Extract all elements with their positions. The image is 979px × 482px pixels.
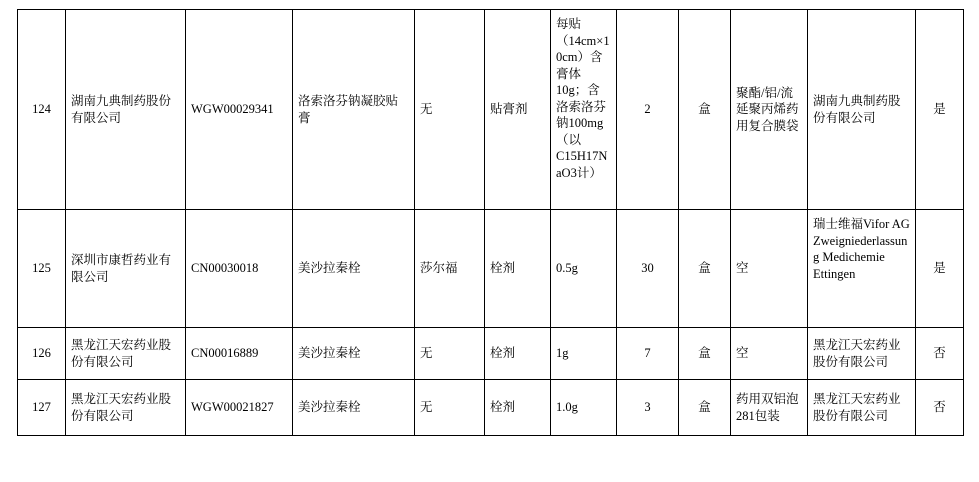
company-cell: 深圳市康哲药业有限公司 [66,210,186,328]
drug-name-cell: 美沙拉秦栓 [293,210,415,328]
trade-name-cell: 无 [415,10,485,210]
flag-cell: 是 [916,10,964,210]
company-cell: 湖南九典制药股份有限公司 [66,10,186,210]
unit-cell: 盒 [679,328,731,380]
row-index-cell: 124 [18,10,66,210]
specification-cell: 每贴（14cm×10cm）含膏体10g；含洛索洛芬钠100mg（以C15H17NaO3计） [551,10,617,210]
table-row [18,328,964,380]
row-index-cell: 125 [18,210,66,328]
table-row [18,210,964,328]
packaging-cell: 空 [731,328,808,380]
specification-cell: 1g [551,328,617,380]
table-row [18,10,964,210]
holder-cell: 湖南九典制药股份有限公司 [808,10,916,210]
registration-no-cell: WGW00021827 [186,380,293,436]
dosage-form-cell: 栓剂 [485,380,551,436]
company-cell: 黑龙江天宏药业股份有限公司 [66,380,186,436]
company-cell: 黑龙江天宏药业股份有限公司 [66,328,186,380]
unit-cell: 盒 [679,380,731,436]
dosage-form-cell: 栓剂 [485,210,551,328]
packaging-cell: 聚酯/铝/流延聚丙烯药用复合膜袋 [731,10,808,210]
specification-cell: 1.0g [551,380,617,436]
drug-name-cell: 美沙拉秦栓 [293,328,415,380]
count-cell: 3 [617,380,679,436]
dosage-form-cell: 栓剂 [485,328,551,380]
holder-cell: 黑龙江天宏药业股份有限公司 [808,328,916,380]
holder-cell: 黑龙江天宏药业股份有限公司 [808,380,916,436]
holder-cell: 瑞士维福Vifor AG Zweigniederlassung Medichemie Ettingen [808,210,916,328]
registration-no-cell: CN00016889 [186,328,293,380]
flag-cell: 是 [916,210,964,328]
trade-name-cell: 无 [415,328,485,380]
registration-no-cell: CN00030018 [186,210,293,328]
unit-cell: 盒 [679,210,731,328]
trade-name-cell: 莎尔福 [415,210,485,328]
packaging-cell: 药用双铝泡281包装 [731,380,808,436]
table-body [18,10,964,436]
unit-cell: 盒 [679,10,731,210]
drug-name-cell: 美沙拉秦栓 [293,380,415,436]
count-cell: 30 [617,210,679,328]
row-index-cell: 127 [18,380,66,436]
packaging-cell: 空 [731,210,808,328]
count-cell: 2 [617,10,679,210]
trade-name-cell: 无 [415,380,485,436]
document-page [0,9,979,482]
flag-cell: 否 [916,328,964,380]
specification-cell: 0.5g [551,210,617,328]
count-cell: 7 [617,328,679,380]
dosage-form-cell: 贴膏剂 [485,10,551,210]
table-row [18,380,964,436]
drug-registration-table [17,9,964,436]
registration-no-cell: WGW00029341 [186,10,293,210]
row-index-cell: 126 [18,328,66,380]
flag-cell: 否 [916,380,964,436]
drug-name-cell: 洛索洛芬钠凝胶贴膏 [293,10,415,210]
